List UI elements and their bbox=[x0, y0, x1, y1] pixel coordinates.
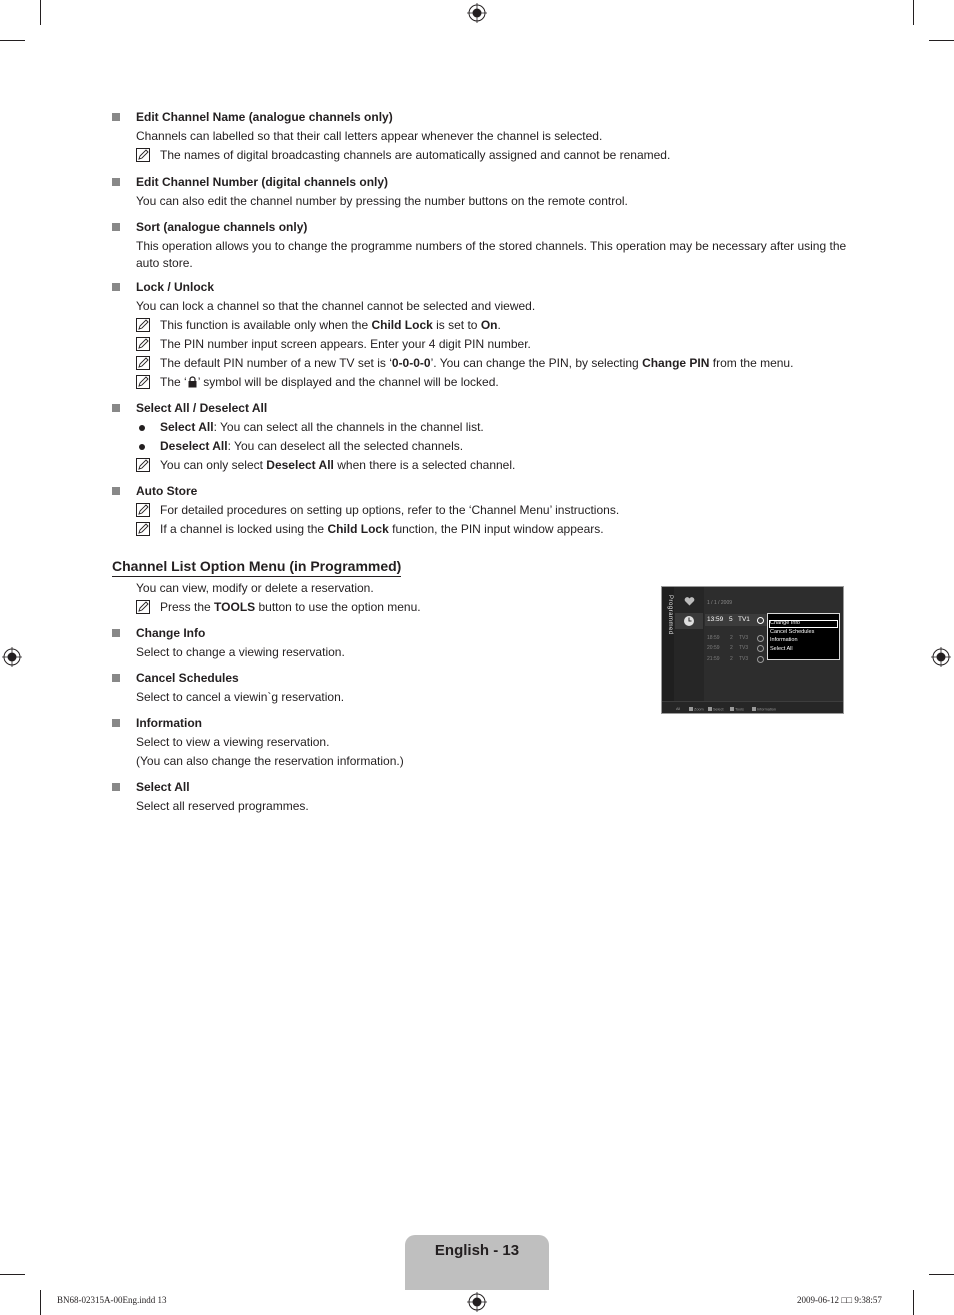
square-bullet-icon bbox=[112, 178, 120, 186]
tv-selected-icon-bg bbox=[675, 613, 703, 629]
tv-footer-select bbox=[708, 707, 724, 712]
crop-mark bbox=[40, 0, 41, 25]
body-text: Select to view a viewing reservation. bbox=[136, 735, 330, 749]
crop-mark bbox=[929, 40, 954, 41]
section-select-all-reserved bbox=[111, 778, 631, 816]
option-menu-content bbox=[111, 579, 631, 816]
bullet-text: : You can deselect all the selected channels. bbox=[227, 439, 464, 453]
tv-row-channel: TV3 bbox=[739, 635, 749, 641]
note-text: You can only select bbox=[160, 458, 267, 472]
body-text: You can view, modify or delete a reservation. bbox=[136, 581, 374, 595]
section-title bbox=[136, 173, 851, 192]
tv-row-number: 5 bbox=[729, 616, 733, 623]
note bbox=[136, 598, 631, 617]
tv-footer-tools bbox=[730, 707, 744, 712]
note-text: The names of digital broadcasting channels are automatically assigned and cannot be renamed. bbox=[160, 148, 671, 162]
section-title-text: Information bbox=[136, 716, 202, 730]
section-lock-unlock bbox=[111, 278, 851, 392]
tv-row-time: 13:59 bbox=[707, 616, 724, 623]
tv-row-number: 2 bbox=[730, 645, 733, 651]
note-icon bbox=[136, 375, 150, 389]
clock-icon bbox=[757, 617, 764, 624]
note-bold-text: Deselect All bbox=[266, 458, 334, 472]
tv-footer-bar bbox=[662, 701, 844, 714]
tv-row-highlighted[interactable] bbox=[705, 614, 767, 626]
section-change-info bbox=[111, 624, 631, 662]
tv-sidebar-label: Programmed bbox=[667, 595, 673, 635]
note-text: function, the PIN input window appears. bbox=[388, 522, 604, 536]
tv-date: 1 / 1 / 2009 bbox=[707, 600, 733, 606]
note bbox=[136, 335, 851, 354]
print-footer-timestamp: 2009-06-12 □□ 9:38:57 bbox=[797, 1295, 882, 1305]
body-text: Select to cancel a viewin`g reservation. bbox=[136, 690, 345, 704]
note bbox=[136, 354, 851, 373]
square-bullet-icon bbox=[112, 629, 120, 637]
note-text: This function is available only when the bbox=[160, 318, 372, 332]
section-intro bbox=[111, 579, 631, 617]
body-text: Select all reserved programmes. bbox=[136, 799, 309, 813]
tv-menu-item-change-info[interactable]: Change Info bbox=[770, 620, 800, 626]
section-title bbox=[136, 278, 851, 297]
note-icon bbox=[136, 148, 150, 162]
note-bold-text: Child Lock bbox=[327, 522, 389, 536]
bullet-item bbox=[136, 418, 851, 437]
section-title bbox=[136, 778, 631, 797]
square-bullet-icon bbox=[112, 223, 120, 231]
crop-mark bbox=[40, 1290, 41, 1315]
note-icon bbox=[136, 522, 150, 536]
tv-footer-zoom-label: Zoom bbox=[694, 707, 704, 712]
square-bullet-icon bbox=[112, 283, 120, 291]
section-title-text: Lock / Unlock bbox=[136, 280, 215, 294]
crop-mark bbox=[929, 1274, 954, 1275]
body-text: (You can also change the reservation information.) bbox=[136, 754, 404, 768]
tv-row-number: 2 bbox=[730, 656, 733, 662]
note-text: The ‘ bbox=[160, 375, 187, 389]
tv-row-channel: TV3 bbox=[739, 645, 749, 651]
tv-footer-info bbox=[752, 707, 776, 712]
section-title-text: Select All / Deselect All bbox=[136, 401, 268, 415]
section-information bbox=[111, 714, 631, 771]
main-content bbox=[111, 108, 851, 539]
tv-screen-illustration bbox=[661, 586, 844, 714]
tv-sidebar bbox=[662, 587, 674, 701]
note-bold-text: Child Lock bbox=[371, 318, 433, 332]
tv-footer-zoom bbox=[689, 707, 704, 712]
note-text: when there is a selected channel. bbox=[333, 458, 516, 472]
tv-menu-item-select-all[interactable]: Select All bbox=[770, 645, 793, 652]
section-title bbox=[136, 624, 631, 643]
square-bullet-icon bbox=[112, 719, 120, 727]
section-heading: Channel List Option Menu (in Programmed) bbox=[112, 557, 401, 577]
section-title bbox=[136, 108, 851, 127]
registration-mark-icon bbox=[467, 3, 487, 23]
square-bullet-icon bbox=[112, 404, 120, 412]
note-icon bbox=[136, 458, 150, 472]
note-icon bbox=[136, 318, 150, 332]
tv-footer-tools-label: Tools bbox=[735, 707, 744, 712]
bullet-bold-text: Deselect All bbox=[160, 439, 228, 453]
section-title-text: Sort (analogue channels only) bbox=[136, 220, 308, 234]
note-text: ’. You can change the PIN, by selecting bbox=[430, 356, 643, 370]
square-bullet-icon bbox=[112, 674, 120, 682]
tools-icon bbox=[730, 707, 734, 711]
note-text: . bbox=[497, 318, 501, 332]
clock-icon bbox=[757, 645, 764, 652]
heart-icon bbox=[684, 597, 695, 606]
crop-mark bbox=[913, 0, 914, 25]
page-number: English - 13 bbox=[434, 1242, 520, 1259]
section-title bbox=[136, 669, 631, 688]
body-text: Channels can labelled so that their call letters appear whenever the channel is selected. bbox=[136, 129, 603, 143]
tv-row-channel: TV3 bbox=[739, 656, 749, 662]
note-text: The default PIN number of a new TV set is ‘ bbox=[160, 356, 392, 370]
note-bold-text: 0-0-0-0 bbox=[391, 356, 431, 370]
section-sort bbox=[111, 218, 851, 271]
lock-icon bbox=[187, 376, 198, 388]
body-text: This operation allows you to change the programme numbers of the stored channels. This operation may be necessary after using the auto store. bbox=[136, 239, 847, 270]
button-icon bbox=[689, 707, 693, 711]
page-number-tab bbox=[405, 1235, 549, 1290]
registration-mark-icon bbox=[467, 1292, 487, 1312]
note-text: If a channel is locked using the bbox=[160, 522, 328, 536]
section-edit-channel-name bbox=[111, 108, 851, 165]
note-bold-text: TOOLS bbox=[214, 600, 256, 614]
tv-row-channel: TV1 bbox=[738, 616, 750, 623]
section-cancel-schedules bbox=[111, 669, 631, 707]
tv-tools-menu bbox=[767, 613, 840, 660]
section-title-text: Cancel Schedules bbox=[136, 671, 239, 685]
note-bold-text: On bbox=[480, 318, 498, 332]
bullet-dot-icon bbox=[139, 425, 145, 431]
crop-mark bbox=[913, 1290, 914, 1315]
tv-menu-item-information[interactable]: Information bbox=[770, 637, 798, 643]
note-icon bbox=[136, 337, 150, 351]
clock-icon bbox=[757, 635, 764, 642]
body-text: You can lock a channel so that the channel cannot be selected and viewed. bbox=[136, 299, 536, 313]
crop-mark bbox=[0, 1274, 25, 1275]
note-text: button to use the option menu. bbox=[255, 600, 421, 614]
note-text: is set to bbox=[432, 318, 481, 332]
section-title-text: Edit Channel Name (analogue channels only) bbox=[136, 110, 393, 124]
section-title bbox=[136, 482, 851, 501]
print-footer-file: BN68-02315A-00Eng.indd 13 bbox=[57, 1295, 167, 1305]
registration-mark-icon bbox=[931, 647, 951, 667]
square-bullet-icon bbox=[112, 113, 120, 121]
note-text: For detailed procedures on setting up options, refer to the ‘Channel Menu’ instructions. bbox=[160, 503, 620, 517]
note-bold-text: Change PIN bbox=[642, 356, 710, 370]
square-bullet-icon bbox=[112, 487, 120, 495]
section-title bbox=[136, 714, 631, 733]
note bbox=[136, 501, 851, 520]
section-select-all bbox=[111, 399, 851, 475]
note-text: from the menu. bbox=[709, 356, 794, 370]
tv-footer-all: All bbox=[676, 707, 681, 711]
note-text: The PIN number input screen appears. Enter your 4 digit PIN number. bbox=[160, 337, 531, 351]
note-text: Press the bbox=[160, 600, 215, 614]
bullet-bold-text: Select All bbox=[160, 420, 214, 434]
note-icon bbox=[136, 600, 150, 614]
section-title-text: Select All bbox=[136, 780, 190, 794]
tv-row-number: 2 bbox=[730, 635, 733, 641]
note bbox=[136, 316, 851, 335]
tv-footer-info-label: Information bbox=[757, 707, 776, 712]
bullet-dot-icon bbox=[139, 444, 145, 450]
info-icon bbox=[752, 707, 756, 711]
note-text: ’ symbol will be displayed and the channel will be locked. bbox=[197, 375, 499, 389]
tv-row-time: 21:59 bbox=[707, 656, 720, 662]
tv-row-time: 20:59 bbox=[707, 645, 720, 651]
note bbox=[136, 146, 851, 165]
crop-mark bbox=[0, 40, 25, 41]
section-edit-channel-number bbox=[111, 173, 851, 211]
section-title-text: Auto Store bbox=[136, 484, 198, 498]
tv-row-time: 18:59 bbox=[707, 635, 720, 641]
clock-icon bbox=[683, 615, 695, 627]
section-title-text: Change Info bbox=[136, 626, 206, 640]
body-text: You can also edit the channel number by pressing the number buttons on the remote control. bbox=[136, 194, 628, 208]
note bbox=[136, 520, 851, 539]
note-icon bbox=[136, 356, 150, 370]
note bbox=[136, 456, 851, 475]
button-icon bbox=[708, 707, 712, 711]
note-icon bbox=[136, 503, 150, 517]
bullet-item bbox=[136, 437, 851, 456]
square-bullet-icon bbox=[112, 783, 120, 791]
body-text: Select to change a viewing reservation. bbox=[136, 645, 345, 659]
note bbox=[136, 373, 851, 392]
section-title bbox=[136, 218, 851, 237]
tv-menu-item-cancel-schedules[interactable]: Cancel Schedules bbox=[770, 628, 815, 635]
section-title bbox=[136, 399, 851, 418]
section-title-text: Edit Channel Number (digital channels only) bbox=[136, 175, 389, 189]
section-auto-store bbox=[111, 482, 851, 539]
clock-icon bbox=[757, 656, 764, 663]
tv-footer-select-label: Select bbox=[713, 707, 724, 712]
bullet-text: : You can select all the channels in the channel list. bbox=[213, 420, 484, 434]
registration-mark-icon bbox=[2, 647, 22, 667]
